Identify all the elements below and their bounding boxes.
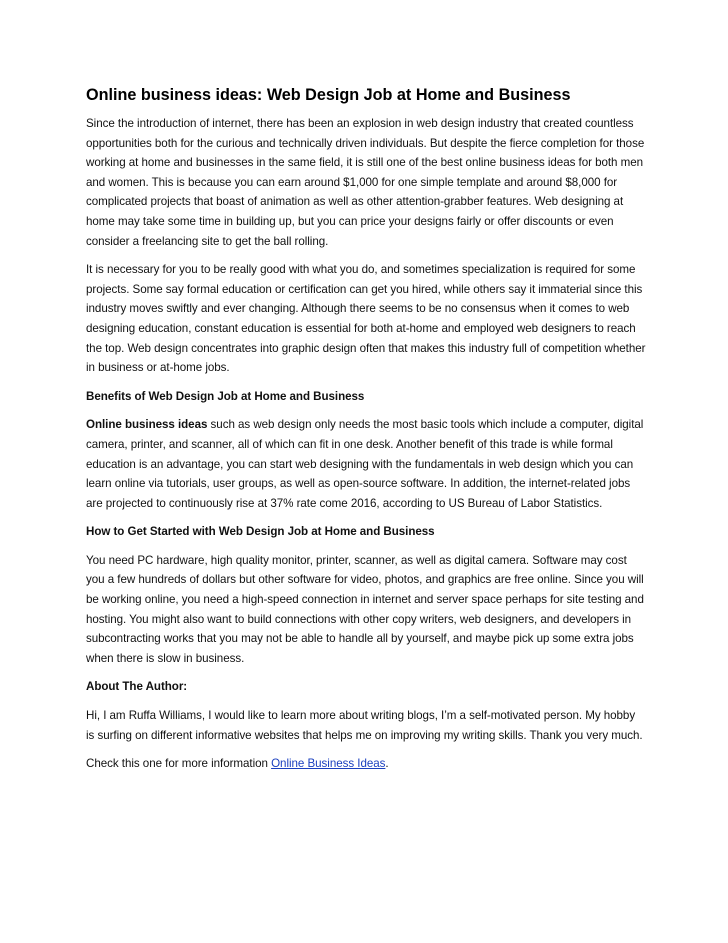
get-started-heading: How to Get Started with Web Design Job at Home and Business bbox=[86, 525, 435, 539]
benefits-heading: Benefits of Web Design Job at Home and Business bbox=[86, 389, 365, 403]
more-info-suffix: . bbox=[385, 757, 389, 771]
intro-paragraph-2: It is necessary for you to be really good with what you do, and sometimes specialization is required for some projects. Some say formal education or certification can get you hired, while others say it immaterial since this industry moves swiftly and ever changing. Although there seems to be no consensus when it comes to web designing education, constant education is essential for both at-home and employed web designers to reach the top. Web design concentrates into graphic design often that makes this industry full of competition whether in business or at-home jobs. bbox=[86, 263, 646, 375]
document-title: Online business ideas: Web Design Job at Home and Business bbox=[86, 86, 571, 104]
more-info-prefix: Check this one for more information bbox=[86, 757, 272, 771]
document-page bbox=[86, 84, 646, 783]
intro-paragraph-1: Since the introduction of internet, there has been an explosion in web design industry that created countless opportunities both for the curious and technically driven individuals. But despite the fierce completion for those working at home and businesses in the same field, it is still one of the best online business ideas for both men and women. This is because you can earn around $1,000 for one simple template and around $8,000 for complicated projects that boast of animation as well as other attention-grabber features. Web designing at home may take some time in building up, but you can price your designs fairly or offer discounts or even consider a freelancing site to get the ball rolling. bbox=[86, 117, 645, 248]
about-author-heading: About The Author: bbox=[86, 680, 188, 694]
more-info-paragraph bbox=[86, 754, 646, 774]
benefits-paragraph bbox=[86, 415, 646, 513]
online-business-ideas-link[interactable]: Online Business Ideas bbox=[271, 757, 386, 771]
benefits-body-text: such as web design only needs the most basic tools which include a computer, digital camera, printer, and scanner, all of which can fit in one desk. Another benefit of this trade is while formal education is an advantage, you can start web designing with the fundamentals in web design which you can learn online via tutorials, user groups, as well as open-source software. In addition, the internet-related jobs are projected to continuously rise at 37% rate come 2016, according to US Bureau of Labor Statistics. bbox=[86, 418, 644, 510]
get-started-paragraph: You need PC hardware, high quality monitor, printer, scanner, as well as digital camera. Software may cost you a few hundreds of dollars but other software for video, photos, and graphics are free online. Since you will be working online, you need a high-speed connection in internet and server space perhaps for site testing and hosting. You might also want to build connections with other copy writers, web designers, and developers in subcontracting works that you may not be able to handle all by yourself, and maybe pick up some extra jobs when there is slow in business. bbox=[86, 553, 644, 665]
benefits-lead-text: Online business ideas bbox=[86, 418, 208, 432]
about-author-paragraph: Hi, I am Ruffa Williams, I would like to learn more about writing blogs, I’m a self-motivated person. My hobby is surfing on different informative websites that helps me on improving my writing skills. Thank you very much. bbox=[86, 709, 643, 742]
